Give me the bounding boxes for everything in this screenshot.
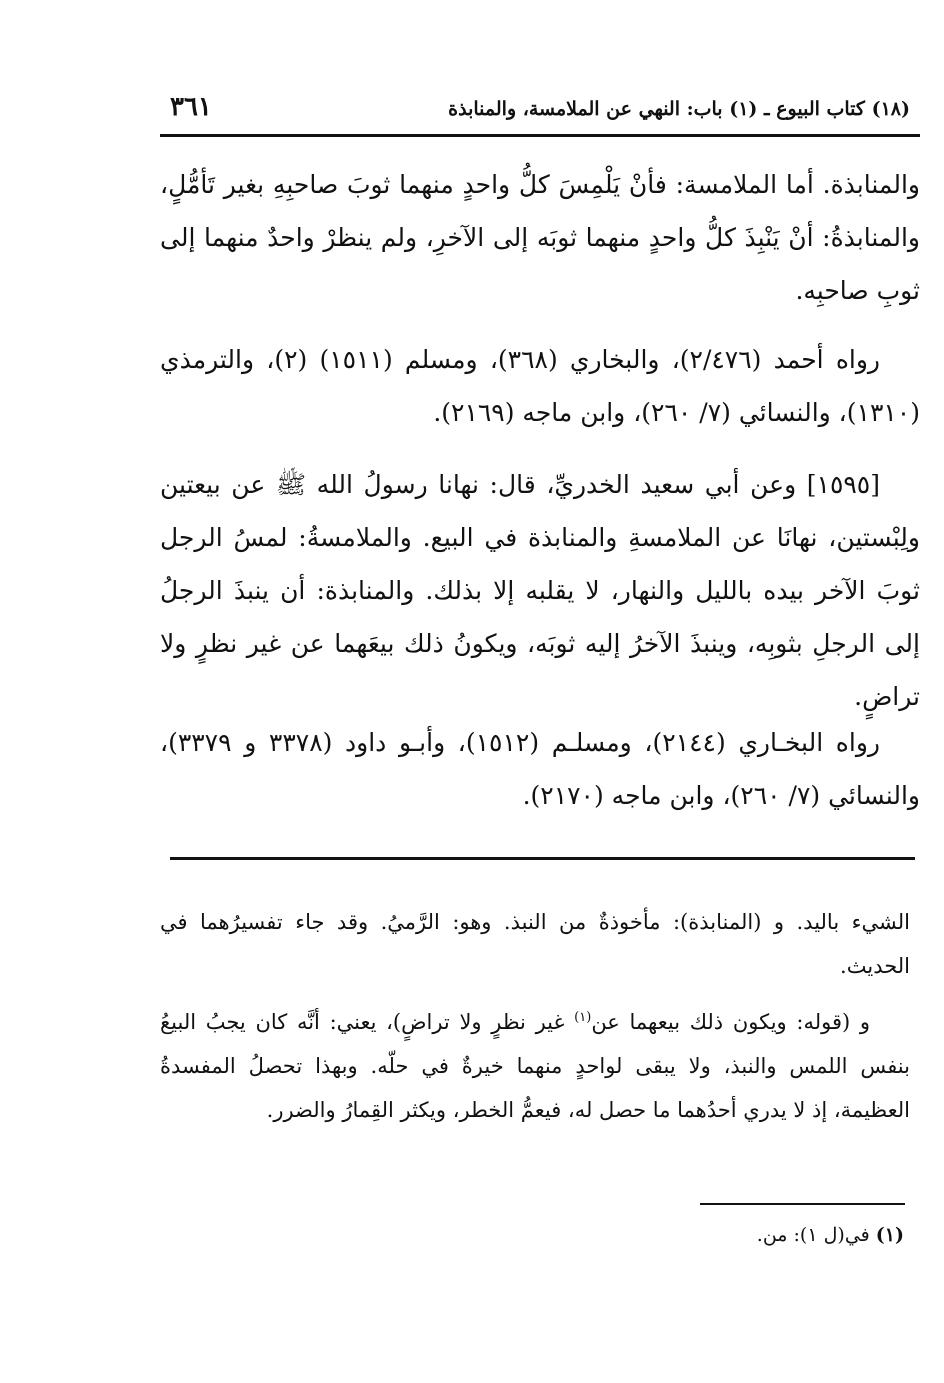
paragraph-text: والمنابذة. أما الملامسة: فأنْ يَلْمِسَ كلُّ واحدٍ منهما ثوبَ صاحبِهِ بغير تَأمُّلٍ، والمنابذةُ: أنْ يَنْبِذَ كلُّ واحدٍ منهما ثوبَه إلى الآخرِ، ولم ينظرْ واحدٌ منهما إلى ثوبِ صاحبِه. <box>160 170 920 305</box>
hadith-explanation-paragraph <box>160 158 920 317</box>
paragraph-text <box>160 1000 910 1132</box>
commentary-paragraph <box>160 1000 910 1132</box>
running-title: (١٨) كتاب البيوع ـ (١) باب: النهي عن الملامسة، والمنابذة <box>448 98 910 120</box>
paragraph-text: رواه أحمد (٢/٤٧٦)، والبخاري (٣٦٨)، ومسلم (١٥١١) (٢)، والترمذي (١٣١٠)، والنسائي (٧/ ٢٦٠)، وابن ماجه (٢١٦٩). <box>160 345 920 427</box>
paragraph-text: الشيء باليد. و (المنابذة): مأخوذةٌ من النبذ. وهو: الرَّميُ. وقد جاء تفسيرُهما في الحديث. <box>160 910 910 978</box>
footnote-marker: (١) <box>574 1010 592 1025</box>
running-header <box>160 92 920 132</box>
commentary-paragraph <box>160 900 910 988</box>
footnote-text: في(ل ١): من. <box>756 1224 876 1246</box>
header-rule <box>160 134 920 137</box>
paragraph-text: [١٥٩٥] وعن أبي سعيد الخدريِّ، قال: نهانا رسولُ الله ﷺ عن بيعتين ولِبْستين، نهانَا عن الملامسةِ والمنابذة في البيع. والملامسةُ: لمسُ الرجل ثوبَ الآخر بيده بالليل والنهار، لا يقلبه إلا بذلك. والمنابذة: أن ينبذَ الرجلُ إلى الرجلِ بثوبِه، وينبذَ الآخرُ إليه ثوبَه، ويكونُ ذلك بيعَهما عن غير نظرٍ ولا تراضٍ. <box>160 470 920 711</box>
page-number: ٣٦١ <box>170 92 212 122</box>
hadith-1595-sources-paragraph <box>160 716 920 822</box>
commentary-text: و (قوله: ويكون ذلك بيعهما عن <box>591 1010 871 1034</box>
footnote-separator <box>700 1203 905 1205</box>
footnote <box>757 1224 904 1246</box>
hadith-1595-paragraph <box>160 458 920 723</box>
commentary-separator <box>170 857 915 860</box>
paragraph-text: رواه البخـاري (٢١٤٤)، ومسلـم (١٥١٢)، وأبـو داود (٣٣٧٨ و ٣٣٧٩)، والنسائي (٧/ ٢٦٠)، وابن ماجه (٢١٧٠). <box>160 728 920 810</box>
commentary-text: غير نظرٍ ولا تراضٍ)، يعني: أنَّه كان يجبُ البيعُ بنفس اللمس والنبذ، ولا يبقى لواحدٍ منهما خيرةٌ في حلّه. وبهذا تحصلُ المفسدةُ العظيمة، إذ لا يدري أحدُهما ما حصل له، فيعمُّ الخطر، ويكثر القِمارُ والضرر. <box>160 1010 910 1122</box>
hadith-sources-paragraph <box>160 333 920 439</box>
footnote-number: (١) <box>875 1224 904 1246</box>
